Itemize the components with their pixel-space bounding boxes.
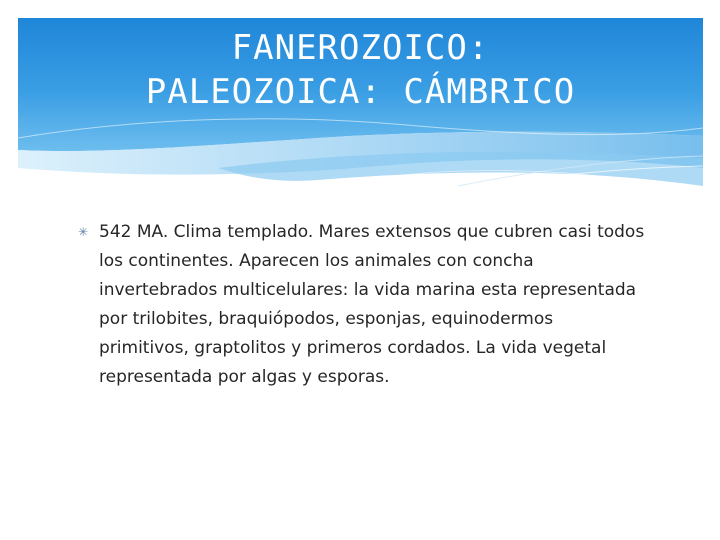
title-line-1: FANEROZOICO: [231,28,490,68]
slide-body [78,218,648,392]
bullet-item [78,218,648,392]
bullet-text: 542 MA. Clima templado. Mares extensos que cubren casi todos los continentes. Aparecen los animales con concha invertebrados multicelulares: la vida marina esta representada por trilobites, braquiópodos, esponjas, equinodermos primitivos, graptolitos y primeros cordados. La vida vegetal representada por algas y esporas. [99,222,645,387]
title-line-2: PALEOZOICA: CÁMBRICO [145,72,576,112]
slide-title [18,26,703,114]
asterisk-bullet-icon: ✳ [78,225,89,239]
